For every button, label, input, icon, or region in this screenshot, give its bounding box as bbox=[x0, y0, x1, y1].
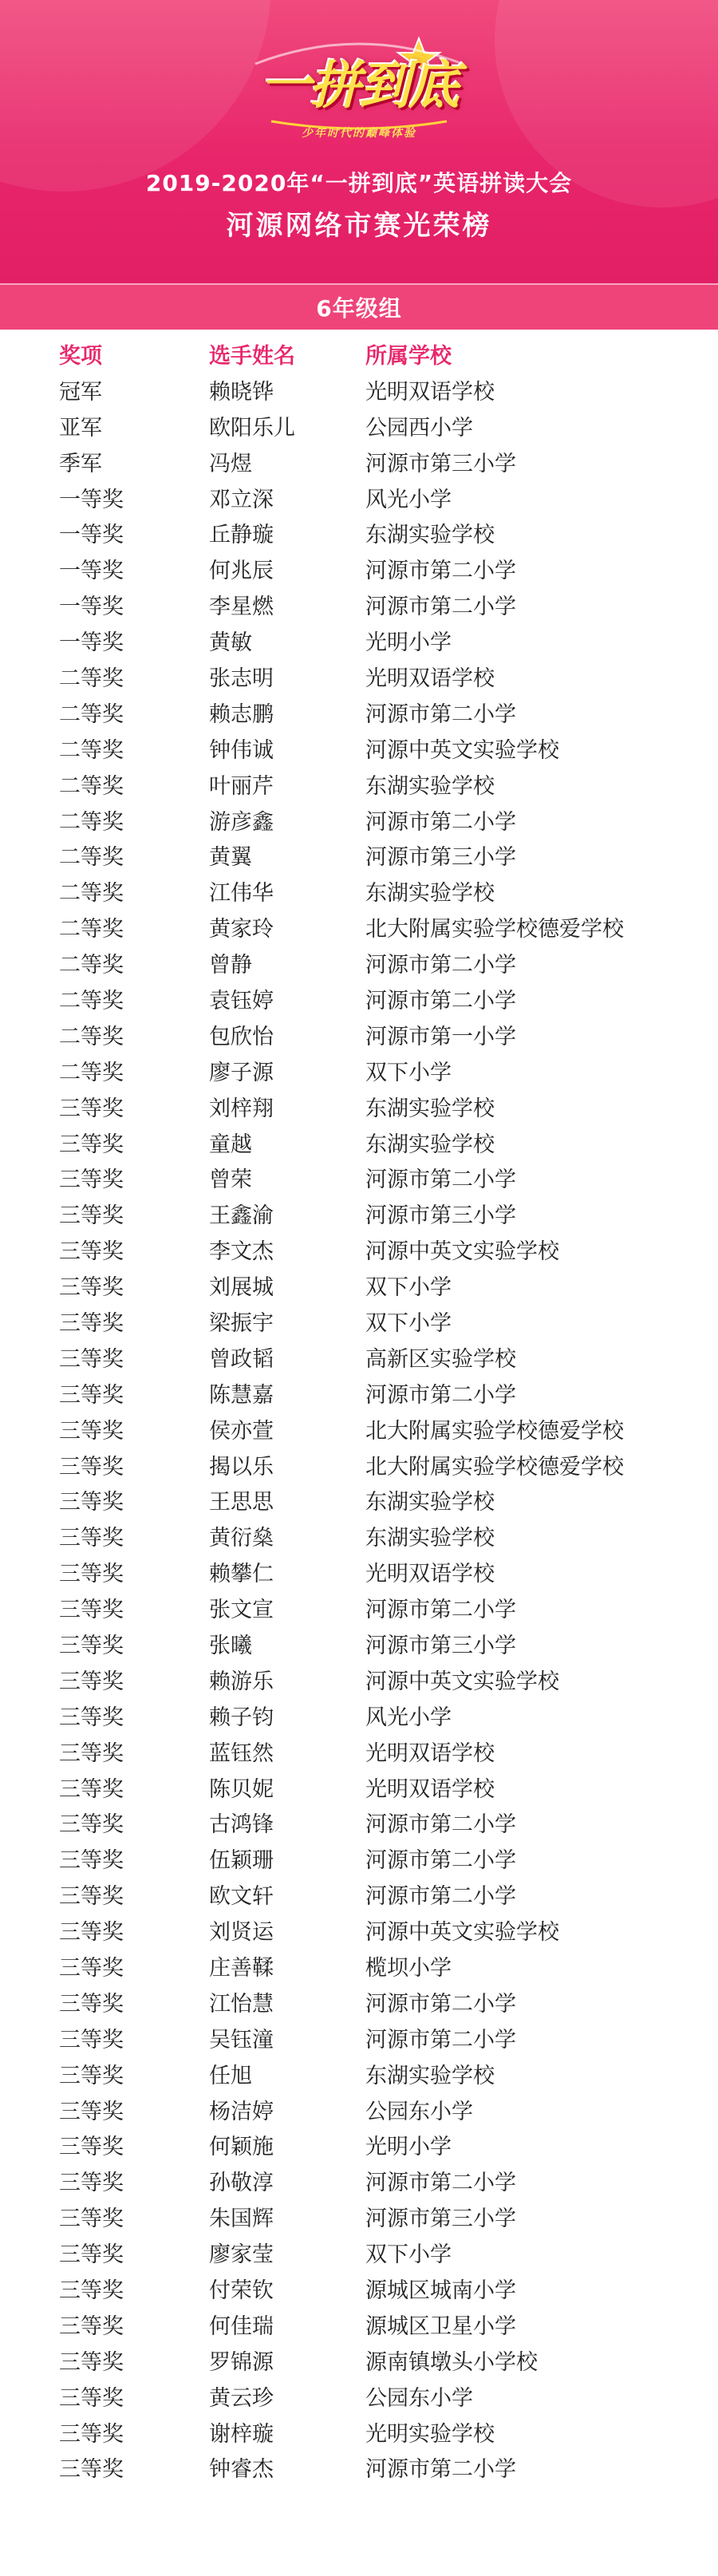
name-cell: 赖游乐 bbox=[209, 1669, 274, 1694]
award-cell: 三等奖 bbox=[59, 2242, 124, 2268]
award-cell: 三等奖 bbox=[59, 2171, 124, 2196]
school-cell: 光明双语学校 bbox=[365, 379, 495, 405]
award-cell: 三等奖 bbox=[59, 2385, 124, 2411]
table-row bbox=[0, 1697, 718, 1733]
table-row bbox=[0, 1554, 718, 1590]
table-row bbox=[0, 1661, 718, 1697]
name-cell: 黄敏 bbox=[209, 630, 252, 656]
name-cell: 游彦鑫 bbox=[209, 809, 274, 835]
award-cell: 三等奖 bbox=[59, 1275, 124, 1301]
table-header-row bbox=[0, 336, 718, 372]
school-cell: 东湖实验学校 bbox=[365, 1490, 495, 1515]
table-row bbox=[0, 2020, 718, 2056]
table-row bbox=[0, 945, 718, 981]
award-cell: 三等奖 bbox=[59, 2027, 124, 2053]
award-cell: 一等奖 bbox=[59, 559, 124, 584]
table-row bbox=[0, 480, 718, 516]
name-cell: 廖子源 bbox=[209, 1060, 274, 1085]
award-cell: 三等奖 bbox=[59, 2099, 124, 2124]
table-row bbox=[0, 622, 718, 658]
award-cell: 三等奖 bbox=[59, 1454, 124, 1480]
school-cell: 河源市第二小学 bbox=[365, 809, 516, 835]
award-cell: 三等奖 bbox=[59, 1884, 124, 1910]
award-cell: 三等奖 bbox=[59, 2135, 124, 2160]
table-row bbox=[0, 1840, 718, 1876]
name-cell: 梁振宇 bbox=[209, 1310, 274, 1336]
table-row bbox=[0, 1017, 718, 1053]
name-cell: 陈慧嘉 bbox=[209, 1382, 274, 1408]
award-cell: 二等奖 bbox=[59, 917, 124, 942]
award-cell: 二等奖 bbox=[59, 845, 124, 871]
award-cell: 三等奖 bbox=[59, 2421, 124, 2447]
award-cell: 三等奖 bbox=[59, 1203, 124, 1229]
name-cell: 黄翼 bbox=[209, 845, 252, 871]
school-cell: 公园东小学 bbox=[365, 2099, 473, 2124]
event-logo bbox=[239, 32, 479, 152]
name-cell: 朱国辉 bbox=[209, 2207, 274, 2232]
award-cell: 三等奖 bbox=[59, 1991, 124, 2017]
award-cell: 三等奖 bbox=[59, 1669, 124, 1694]
header-name: 选手姓名 bbox=[209, 343, 295, 369]
table-row bbox=[0, 372, 718, 408]
award-cell: 二等奖 bbox=[59, 666, 124, 691]
school-cell: 东湖实验学校 bbox=[365, 523, 495, 548]
award-cell: 三等奖 bbox=[59, 1598, 124, 1623]
table-row bbox=[0, 1195, 718, 1231]
award-cell: 三等奖 bbox=[59, 1526, 124, 1551]
table-row bbox=[0, 1124, 718, 1160]
award-cell: 二等奖 bbox=[59, 881, 124, 907]
award-cell: 三等奖 bbox=[59, 1740, 124, 1766]
name-cell: 李星燃 bbox=[209, 595, 274, 620]
school-cell: 河源市第二小学 bbox=[365, 1812, 516, 1838]
name-cell: 古鸿锋 bbox=[209, 1812, 274, 1838]
logo-slogan: 少年时代的巅峰体验 bbox=[302, 127, 416, 140]
name-cell: 侯亦萱 bbox=[209, 1418, 274, 1444]
table-row bbox=[0, 1590, 718, 1626]
honor-roll-table bbox=[0, 330, 718, 2485]
table-row bbox=[0, 1088, 718, 1124]
table-row bbox=[0, 1231, 718, 1267]
school-cell: 河源市第二小学 bbox=[365, 2457, 516, 2483]
award-cell: 三等奖 bbox=[59, 2207, 124, 2232]
table-row bbox=[0, 730, 718, 766]
award-cell: 亚军 bbox=[59, 415, 102, 441]
table-row bbox=[0, 1912, 718, 1948]
table-row bbox=[0, 1375, 718, 1411]
school-cell: 东湖实验学校 bbox=[365, 1526, 495, 1551]
name-cell: 张曦 bbox=[209, 1634, 252, 1658]
school-cell: 双下小学 bbox=[365, 1060, 452, 1085]
award-cell: 冠军 bbox=[59, 379, 102, 405]
table-row bbox=[0, 587, 718, 622]
award-cell: 三等奖 bbox=[59, 1167, 124, 1193]
table-row bbox=[0, 2450, 718, 2486]
school-cell: 河源市第三小学 bbox=[365, 1634, 516, 1658]
table-row bbox=[0, 802, 718, 838]
school-cell: 光明双语学校 bbox=[365, 666, 495, 691]
table-row bbox=[0, 2270, 718, 2306]
name-cell: 蓝钰然 bbox=[209, 1740, 274, 1766]
table-row bbox=[0, 1733, 718, 1769]
logo-text: 一拼到底 bbox=[260, 56, 458, 116]
school-cell: 河源市第二小学 bbox=[365, 2171, 516, 2196]
name-cell: 钟伟诚 bbox=[209, 737, 274, 763]
table-row bbox=[0, 1805, 718, 1841]
name-cell: 江伟华 bbox=[209, 881, 274, 907]
school-cell: 河源市第二小学 bbox=[365, 2027, 516, 2053]
name-cell: 丘静璇 bbox=[209, 523, 274, 548]
award-cell: 三等奖 bbox=[59, 1346, 124, 1372]
header-award: 奖项 bbox=[59, 343, 102, 369]
name-cell: 黄云珍 bbox=[209, 2385, 274, 2411]
school-cell: 东湖实验学校 bbox=[365, 881, 495, 907]
name-cell: 江怡慧 bbox=[209, 1991, 274, 2017]
school-cell: 光明小学 bbox=[365, 630, 452, 656]
table-row bbox=[0, 2234, 718, 2270]
name-cell: 王思思 bbox=[209, 1490, 274, 1515]
name-cell: 任旭 bbox=[209, 2063, 252, 2088]
award-cell: 三等奖 bbox=[59, 1812, 124, 1838]
name-cell: 赖攀仁 bbox=[209, 1562, 274, 1587]
name-cell: 刘展城 bbox=[209, 1275, 274, 1301]
award-cell: 三等奖 bbox=[59, 1382, 124, 1408]
name-cell: 张文宣 bbox=[209, 1598, 274, 1623]
table-row bbox=[0, 1447, 718, 1483]
school-cell: 东湖实验学校 bbox=[365, 1132, 495, 1157]
table-row bbox=[0, 2199, 718, 2234]
name-cell: 欧文轩 bbox=[209, 1884, 274, 1910]
award-cell: 三等奖 bbox=[59, 1096, 124, 1121]
school-cell: 河源市第二小学 bbox=[365, 1884, 516, 1910]
name-cell: 李文杰 bbox=[209, 1239, 274, 1265]
name-cell: 伍颖珊 bbox=[209, 1848, 274, 1874]
award-cell: 一等奖 bbox=[59, 487, 124, 512]
table-row bbox=[0, 444, 718, 480]
table-row bbox=[0, 1984, 718, 2020]
table-row bbox=[0, 408, 718, 444]
name-cell: 赖志鹏 bbox=[209, 701, 274, 727]
school-cell: 东湖实验学校 bbox=[365, 773, 495, 799]
school-cell: 北大附属实验学校德爱学校 bbox=[365, 917, 624, 942]
table-row bbox=[0, 1769, 718, 1805]
school-cell: 河源市第三小学 bbox=[365, 1203, 516, 1229]
award-cell: 三等奖 bbox=[59, 1848, 124, 1874]
award-cell: 三等奖 bbox=[59, 2063, 124, 2088]
award-cell: 一等奖 bbox=[59, 523, 124, 548]
school-cell: 东湖实验学校 bbox=[365, 2063, 495, 2088]
table-row bbox=[0, 2056, 718, 2092]
table-row bbox=[0, 2306, 718, 2342]
school-cell: 源南镇墩头小学校 bbox=[365, 2349, 538, 2375]
school-cell: 榄坝小学 bbox=[365, 1956, 452, 1981]
name-cell: 何兆辰 bbox=[209, 559, 274, 584]
award-cell: 三等奖 bbox=[59, 2349, 124, 2375]
school-cell: 公园西小学 bbox=[365, 415, 473, 441]
name-cell: 谢梓璇 bbox=[209, 2421, 274, 2447]
school-cell: 河源市第二小学 bbox=[365, 953, 516, 978]
name-cell: 袁钰婷 bbox=[209, 988, 274, 1013]
table-row bbox=[0, 658, 718, 694]
award-cell: 二等奖 bbox=[59, 701, 124, 727]
school-cell: 源城区卫星小学 bbox=[365, 2313, 516, 2339]
school-cell: 双下小学 bbox=[365, 1275, 452, 1301]
award-cell: 三等奖 bbox=[59, 2457, 124, 2483]
header-banner bbox=[0, 0, 718, 283]
table-row bbox=[0, 1339, 718, 1375]
group-label: 6年级组 bbox=[316, 295, 402, 322]
name-cell: 何颖施 bbox=[209, 2135, 274, 2160]
name-cell: 包欣怡 bbox=[209, 1024, 274, 1049]
name-cell: 廖家莹 bbox=[209, 2242, 274, 2268]
name-cell: 冯煜 bbox=[209, 451, 252, 476]
name-cell: 庄善鞣 bbox=[209, 1956, 274, 1981]
table-row bbox=[0, 1411, 718, 1447]
table-row bbox=[0, 873, 718, 909]
school-cell: 河源中英文实验学校 bbox=[365, 1920, 559, 1946]
table-row bbox=[0, 2378, 718, 2414]
school-cell: 河源市第二小学 bbox=[365, 988, 516, 1013]
school-cell: 风光小学 bbox=[365, 487, 452, 512]
award-cell: 三等奖 bbox=[59, 1634, 124, 1658]
school-cell: 光明小学 bbox=[365, 2135, 452, 2160]
table-row bbox=[0, 1267, 718, 1303]
name-cell: 童越 bbox=[209, 1132, 252, 1157]
school-cell: 光明双语学校 bbox=[365, 1562, 495, 1587]
name-cell: 刘贤运 bbox=[209, 1920, 274, 1946]
table-row bbox=[0, 2128, 718, 2163]
school-cell: 风光小学 bbox=[365, 1705, 452, 1730]
award-cell: 三等奖 bbox=[59, 1490, 124, 1515]
school-cell: 河源中英文实验学校 bbox=[365, 1669, 559, 1694]
name-cell: 吴钰潼 bbox=[209, 2027, 274, 2053]
school-cell: 东湖实验学校 bbox=[365, 1096, 495, 1121]
name-cell: 张志明 bbox=[209, 666, 274, 691]
award-cell: 一等奖 bbox=[59, 630, 124, 656]
name-cell: 孙敬淳 bbox=[209, 2171, 274, 2196]
award-cell: 一等奖 bbox=[59, 595, 124, 620]
school-cell: 北大附属实验学校德爱学校 bbox=[365, 1418, 624, 1444]
award-cell: 二等奖 bbox=[59, 773, 124, 799]
school-cell: 河源市第二小学 bbox=[365, 701, 516, 727]
award-cell: 三等奖 bbox=[59, 1920, 124, 1946]
school-cell: 河源市第二小学 bbox=[365, 559, 516, 584]
school-cell: 光明双语学校 bbox=[365, 1776, 495, 1802]
name-cell: 何佳瑞 bbox=[209, 2313, 274, 2339]
name-cell: 赖晓铧 bbox=[209, 379, 274, 405]
school-cell: 源城区城南小学 bbox=[365, 2278, 516, 2304]
table-row bbox=[0, 2414, 718, 2450]
school-cell: 河源市第二小学 bbox=[365, 1598, 516, 1623]
name-cell: 揭以乐 bbox=[209, 1454, 274, 1480]
award-cell: 二等奖 bbox=[59, 1060, 124, 1085]
award-cell: 二等奖 bbox=[59, 1024, 124, 1049]
school-cell: 河源市第三小学 bbox=[365, 845, 516, 871]
school-cell: 光明双语学校 bbox=[365, 1740, 495, 1766]
name-cell: 陈贝妮 bbox=[209, 1776, 274, 1802]
award-cell: 三等奖 bbox=[59, 1132, 124, 1157]
name-cell: 曾静 bbox=[209, 953, 252, 978]
award-cell: 三等奖 bbox=[59, 2278, 124, 2304]
name-cell: 邓立深 bbox=[209, 487, 274, 512]
page-title-event: 2019-2020年“一拼到底”英语拼读大会 bbox=[145, 170, 573, 196]
school-cell: 河源市第二小学 bbox=[365, 1167, 516, 1193]
school-cell: 河源中英文实验学校 bbox=[365, 737, 559, 763]
table-row bbox=[0, 694, 718, 730]
table-row bbox=[0, 2163, 718, 2199]
school-cell: 河源市第二小学 bbox=[365, 1991, 516, 2017]
award-cell: 三等奖 bbox=[59, 1776, 124, 1802]
page-title-honor-roll: 河源网络市赛光荣榜 bbox=[226, 210, 492, 242]
table-row bbox=[0, 909, 718, 945]
table-row bbox=[0, 1626, 718, 1661]
name-cell: 杨洁婷 bbox=[209, 2099, 274, 2124]
table-row bbox=[0, 551, 718, 587]
award-cell: 三等奖 bbox=[59, 1239, 124, 1265]
school-cell: 双下小学 bbox=[365, 2242, 452, 2268]
award-cell: 二等奖 bbox=[59, 737, 124, 763]
table-row bbox=[0, 1483, 718, 1519]
group-label-bar bbox=[0, 283, 718, 330]
award-cell: 三等奖 bbox=[59, 1562, 124, 1587]
header-school: 所属学校 bbox=[365, 343, 452, 369]
school-cell: 河源市第一小学 bbox=[365, 1024, 516, 1049]
table-body bbox=[0, 372, 718, 2486]
table-row bbox=[0, 837, 718, 873]
award-cell: 二等奖 bbox=[59, 809, 124, 835]
name-cell: 叶丽芹 bbox=[209, 773, 274, 799]
award-cell: 三等奖 bbox=[59, 2313, 124, 2339]
table-row bbox=[0, 766, 718, 802]
name-cell: 罗锦源 bbox=[209, 2349, 274, 2375]
school-cell: 河源市第二小学 bbox=[365, 1382, 516, 1408]
school-cell: 河源市第二小学 bbox=[365, 595, 516, 620]
school-cell: 河源中英文实验学校 bbox=[365, 1239, 559, 1265]
name-cell: 黄衍燊 bbox=[209, 1526, 274, 1551]
name-cell: 曾荣 bbox=[209, 1167, 252, 1193]
table-row bbox=[0, 2342, 718, 2378]
table-row bbox=[0, 981, 718, 1017]
name-cell: 黄家玲 bbox=[209, 917, 274, 942]
name-cell: 赖子钧 bbox=[209, 1705, 274, 1730]
table-row bbox=[0, 1518, 718, 1554]
school-cell: 河源市第三小学 bbox=[365, 451, 516, 476]
table-row bbox=[0, 2092, 718, 2128]
school-cell: 光明实验学校 bbox=[365, 2421, 495, 2447]
school-cell: 河源市第二小学 bbox=[365, 1848, 516, 1874]
school-cell: 高新区实验学校 bbox=[365, 1346, 516, 1372]
award-cell: 季军 bbox=[59, 451, 102, 476]
table-row bbox=[0, 1053, 718, 1088]
school-cell: 公园东小学 bbox=[365, 2385, 473, 2411]
table-row bbox=[0, 1948, 718, 1984]
award-cell: 三等奖 bbox=[59, 1418, 124, 1444]
table-row bbox=[0, 1160, 718, 1195]
name-cell: 欧阳乐儿 bbox=[209, 415, 295, 441]
name-cell: 曾政韬 bbox=[209, 1346, 274, 1372]
award-cell: 三等奖 bbox=[59, 1705, 124, 1730]
award-cell: 三等奖 bbox=[59, 1956, 124, 1981]
school-cell: 北大附属实验学校德爱学校 bbox=[365, 1454, 624, 1480]
award-cell: 二等奖 bbox=[59, 953, 124, 978]
award-cell: 三等奖 bbox=[59, 1310, 124, 1336]
table-row bbox=[0, 1303, 718, 1339]
table-row bbox=[0, 515, 718, 551]
name-cell: 付荣钦 bbox=[209, 2278, 274, 2304]
name-cell: 钟睿杰 bbox=[209, 2457, 274, 2483]
name-cell: 王鑫渝 bbox=[209, 1203, 274, 1229]
school-cell: 双下小学 bbox=[365, 1310, 452, 1336]
name-cell: 刘梓翔 bbox=[209, 1096, 274, 1121]
school-cell: 河源市第三小学 bbox=[365, 2207, 516, 2232]
table-row bbox=[0, 1876, 718, 1912]
award-cell: 二等奖 bbox=[59, 988, 124, 1013]
